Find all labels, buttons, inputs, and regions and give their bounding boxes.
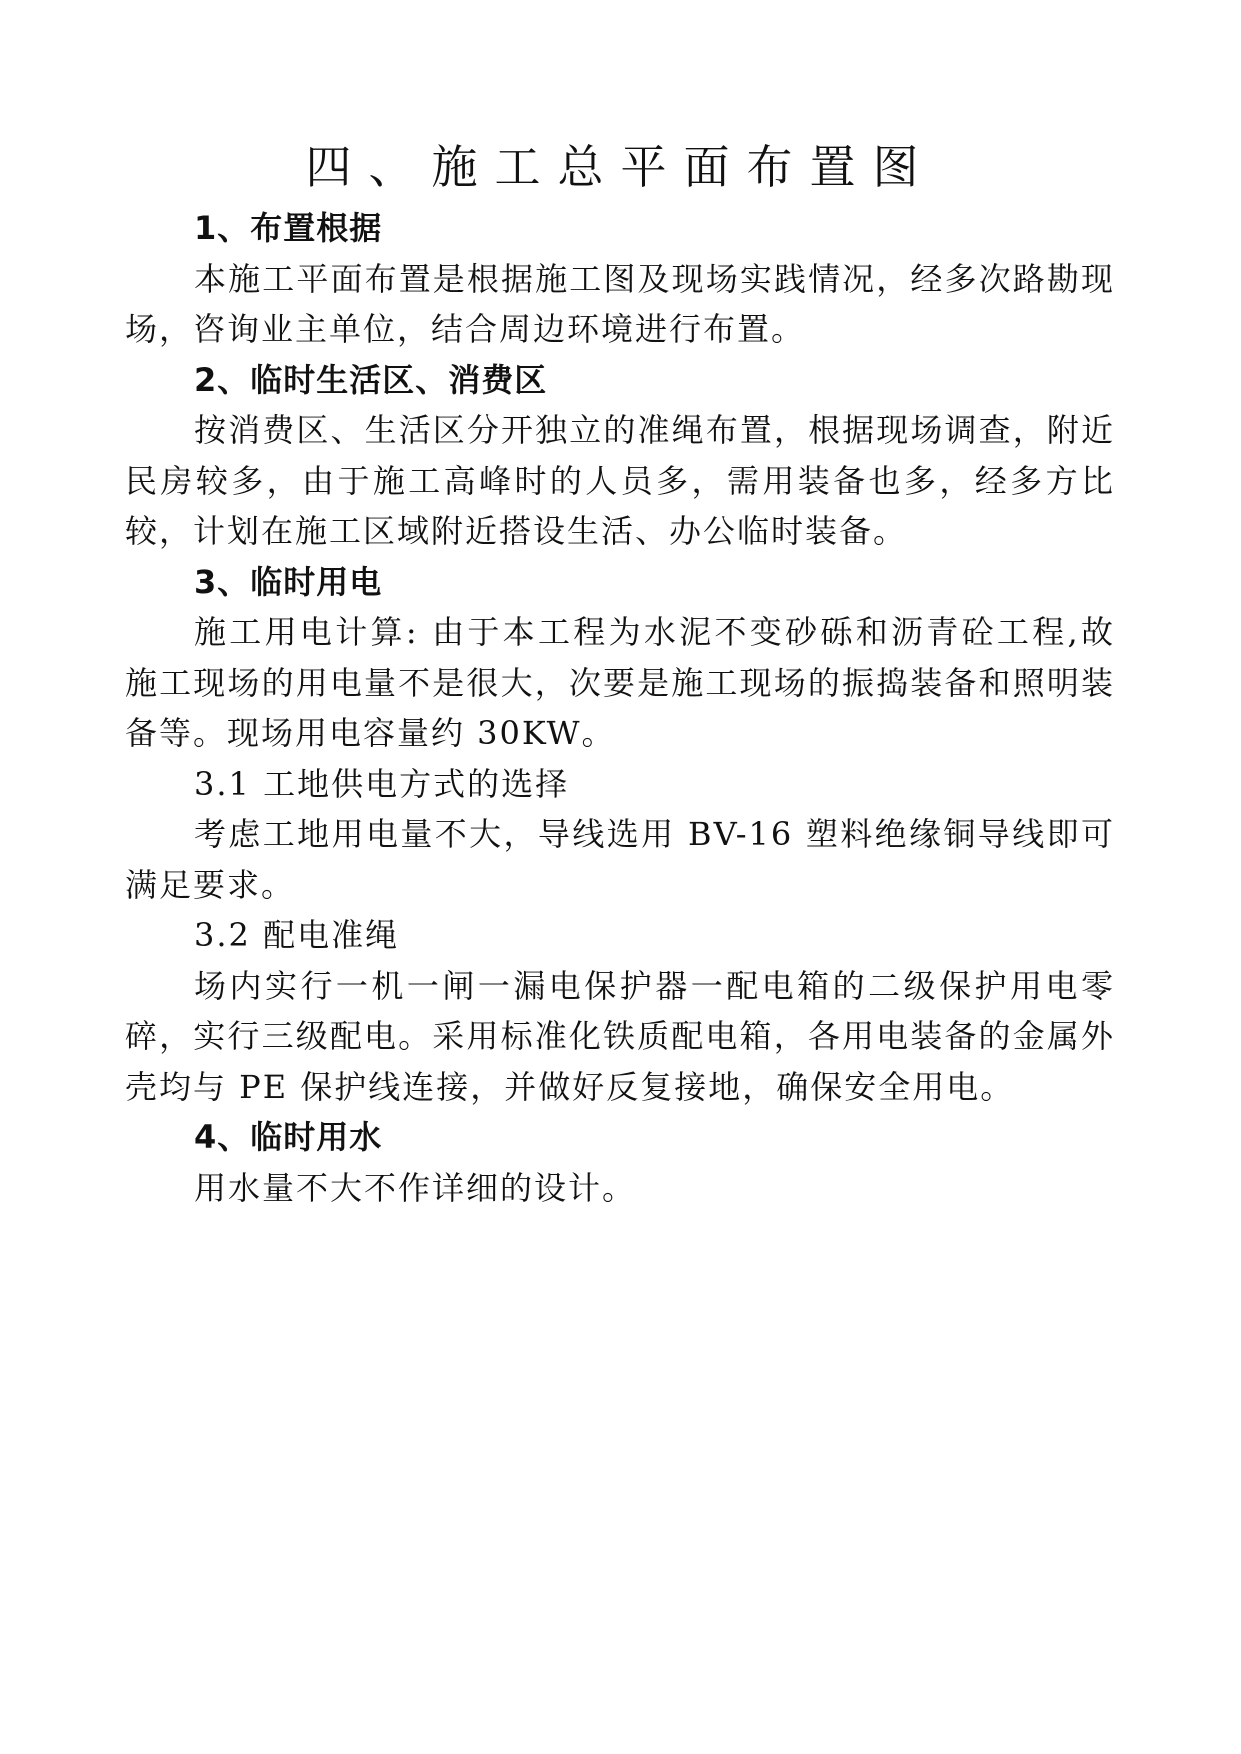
document-title: 四、施工总平面布置图 bbox=[305, 140, 936, 194]
paragraph-distribution: 场内实行一机一闸一漏电保护器一配电箱的二级保护用电零碎，实行三级配电。采用标准化铁质配电箱，各用电装备的金属外壳均与 PE 保护线连接，并做好反复接地，确保安全用电。 bbox=[125, 966, 1115, 1106]
section-heading-temporary-power: 3、临时用电 bbox=[194, 562, 383, 601]
paragraph-power-calculation: 施工用电计算: 由于本工程为水泥不变砂砾和沥青砼工程,故施工现场的用电量不是很大，次要是施工现场的振捣装备和照明装备等。现场用电容量约 30KW。 bbox=[125, 613, 1115, 752]
section-heading-temporary-areas: 2、临时生活区、消费区 bbox=[194, 360, 548, 399]
subsection-title-distribution: 3.2 配电准绳 bbox=[194, 916, 400, 954]
paragraph-layout-basis: 本施工平面布置是根据施工图及现场实践情况，经多次路勘现场，咨询业主单位，结合周边环境进行布置。 bbox=[125, 259, 1115, 348]
paragraph-temporary-water: 用水量不大不作详细的设计。 bbox=[194, 1168, 637, 1207]
paragraph-power-supply: 考虑工地用电量不大，导线选用 BV-16 塑料绝缘铜导线即可满足要求。 bbox=[125, 815, 1115, 904]
paragraph-temporary-areas: 按消费区、生活区分开独立的准绳布置，根据现场调查，附近民房较多，由于施工高峰时的人员多，需用装备也多，经多方比较，计划在施工区域附近搭设生活、办公临时装备。 bbox=[125, 411, 1115, 550]
section-heading-temporary-water: 4、临时用水 bbox=[194, 1118, 383, 1156]
document-body bbox=[125, 203, 1115, 1213]
section-heading-layout-basis: 1、布置根据 bbox=[194, 209, 383, 247]
subsection-title-power-supply: 3.1 工地供电方式的选择 bbox=[194, 764, 570, 803]
